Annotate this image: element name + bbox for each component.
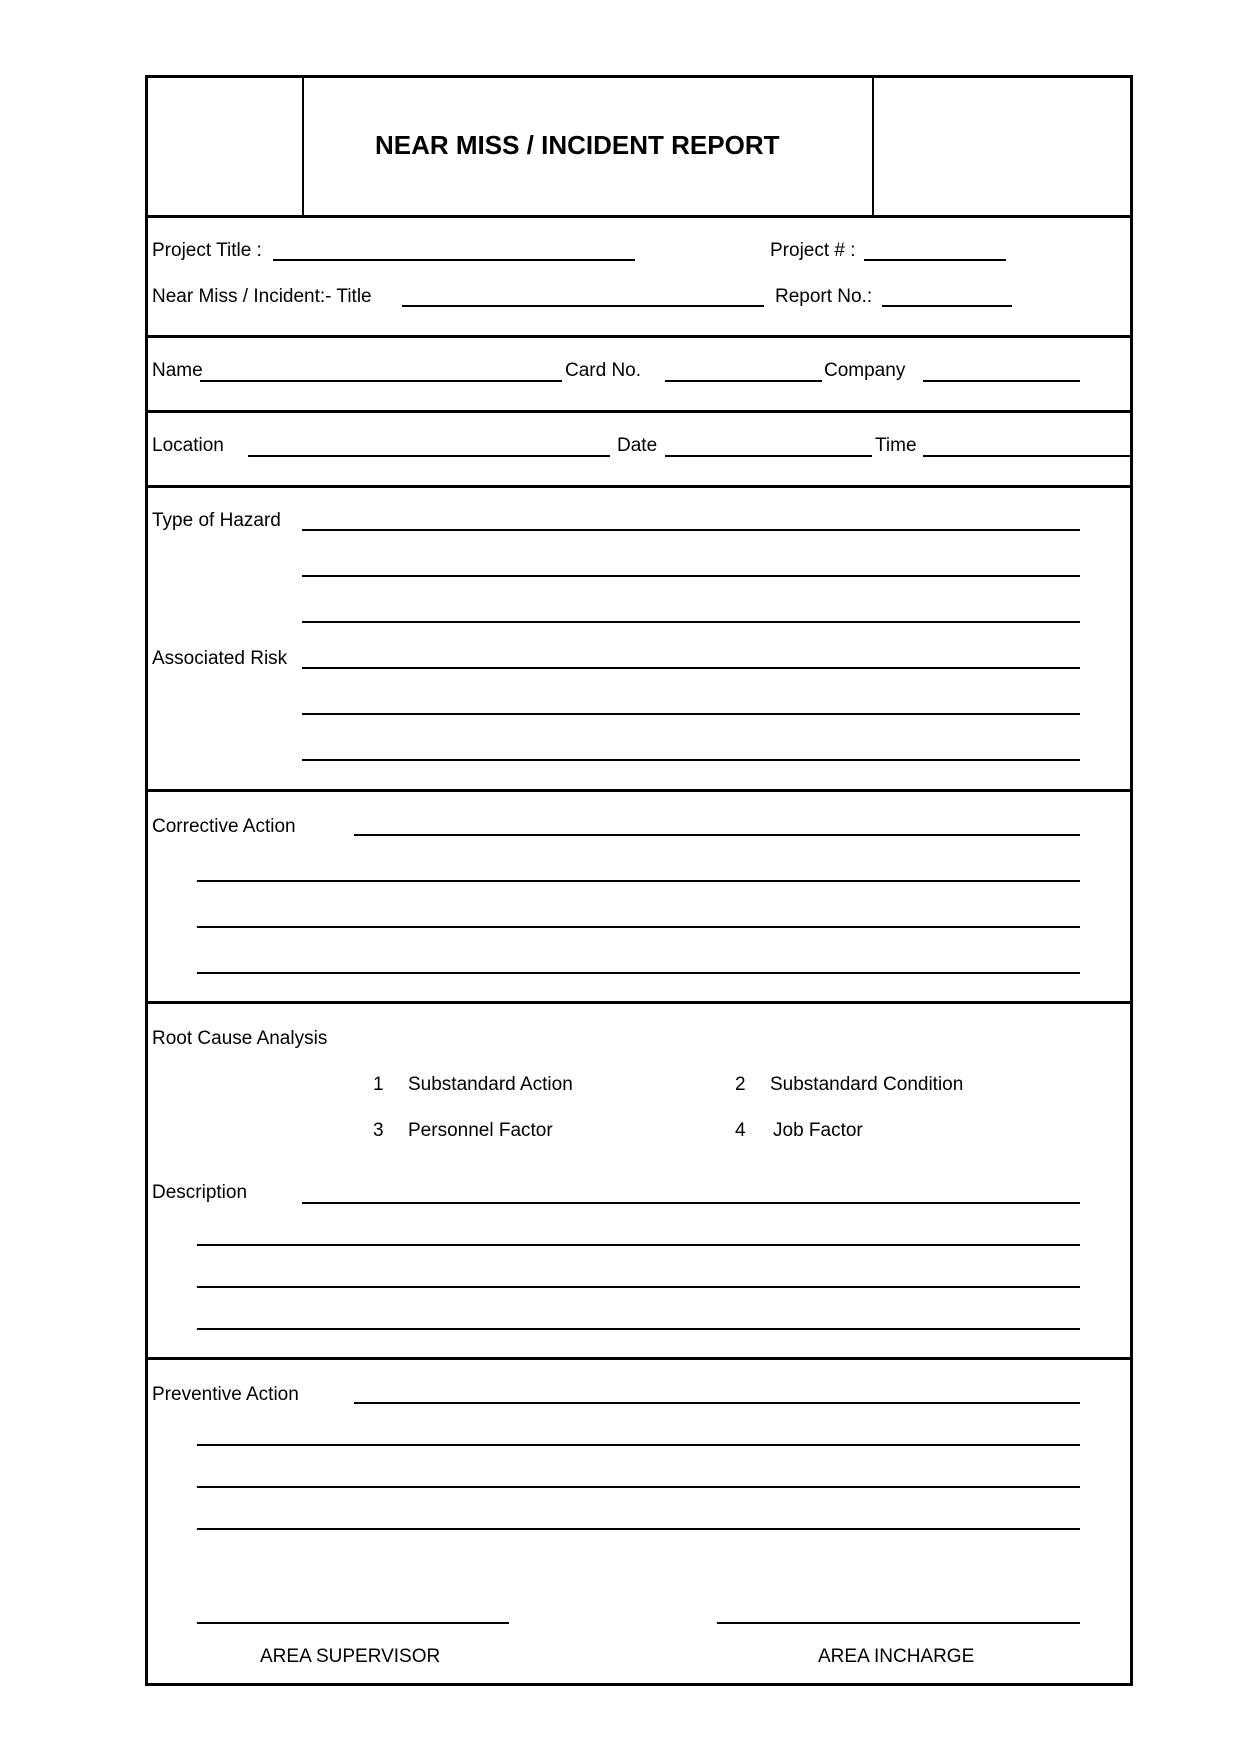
section-divider (145, 410, 1133, 413)
incident-report-form (145, 75, 1133, 1686)
project-title-field[interactable] (273, 259, 635, 261)
company-label: Company (824, 360, 906, 381)
corrective-line[interactable] (197, 972, 1080, 974)
section-divider (145, 789, 1133, 792)
incharge-signature-line[interactable] (717, 1622, 1080, 1624)
hazard-line[interactable] (302, 529, 1080, 531)
root-cause-option-text: Substandard Condition (770, 1074, 964, 1095)
description-line[interactable] (197, 1244, 1080, 1246)
type-of-hazard-label: Type of Hazard (152, 510, 281, 531)
preventive-line[interactable] (354, 1402, 1080, 1404)
corrective-line[interactable] (197, 926, 1080, 928)
name-label: Name (152, 360, 203, 381)
section-divider (145, 335, 1133, 338)
corrective-line[interactable] (354, 834, 1080, 836)
root-cause-option-number: 4 (735, 1120, 746, 1141)
time-field[interactable] (923, 455, 1130, 457)
report-no-field[interactable] (882, 305, 1012, 307)
risk-line[interactable] (302, 713, 1080, 715)
area-incharge-label: AREA INCHARGE (818, 1646, 975, 1667)
section-divider (145, 215, 1133, 218)
incident-title-label: Near Miss / Incident:- Title (152, 286, 372, 307)
preventive-line[interactable] (197, 1528, 1080, 1530)
root-cause-analysis-label: Root Cause Analysis (152, 1028, 328, 1049)
corrective-action-label: Corrective Action (152, 816, 296, 837)
location-field[interactable] (248, 455, 610, 457)
root-cause-option-number: 2 (735, 1074, 746, 1095)
area-supervisor-label: AREA SUPERVISOR (260, 1646, 441, 1667)
name-field[interactable] (200, 380, 562, 382)
associated-risk-label: Associated Risk (152, 648, 288, 669)
location-label: Location (152, 435, 224, 456)
preventive-line[interactable] (197, 1444, 1080, 1446)
preventive-line[interactable] (197, 1486, 1080, 1488)
description-line[interactable] (197, 1286, 1080, 1288)
date-field[interactable] (665, 455, 872, 457)
date-label: Date (617, 435, 658, 456)
description-label: Description (152, 1182, 248, 1203)
report-no-label: Report No.: (775, 286, 873, 307)
time-label: Time (875, 435, 917, 456)
page-title: NEAR MISS / INCIDENT REPORT (375, 130, 780, 160)
incident-title-field[interactable] (402, 305, 764, 307)
project-title-label: Project Title : (152, 240, 262, 261)
header-divider-left (302, 78, 304, 215)
project-number-label: Project # : (770, 240, 856, 261)
supervisor-signature-line[interactable] (197, 1622, 509, 1624)
preventive-action-label: Preventive Action (152, 1384, 299, 1405)
card-no-field[interactable] (665, 380, 822, 382)
root-cause-option-number: 3 (373, 1120, 384, 1141)
root-cause-option-text: Job Factor (773, 1120, 863, 1141)
hazard-line[interactable] (302, 621, 1080, 623)
card-no-label: Card No. (565, 360, 642, 381)
corrective-line[interactable] (197, 880, 1080, 882)
description-line[interactable] (302, 1202, 1080, 1204)
description-line[interactable] (197, 1328, 1080, 1330)
risk-line[interactable] (302, 759, 1080, 761)
root-cause-option-text: Personnel Factor (408, 1120, 553, 1141)
company-field[interactable] (923, 380, 1080, 382)
project-number-field[interactable] (864, 259, 1006, 261)
root-cause-option-number: 1 (373, 1074, 384, 1095)
section-divider (145, 1001, 1133, 1004)
header-divider-right (872, 78, 874, 215)
section-divider (145, 1357, 1133, 1360)
risk-line[interactable] (302, 667, 1080, 669)
hazard-line[interactable] (302, 575, 1080, 577)
root-cause-option-text: Substandard Action (408, 1074, 573, 1095)
section-divider (145, 485, 1133, 488)
